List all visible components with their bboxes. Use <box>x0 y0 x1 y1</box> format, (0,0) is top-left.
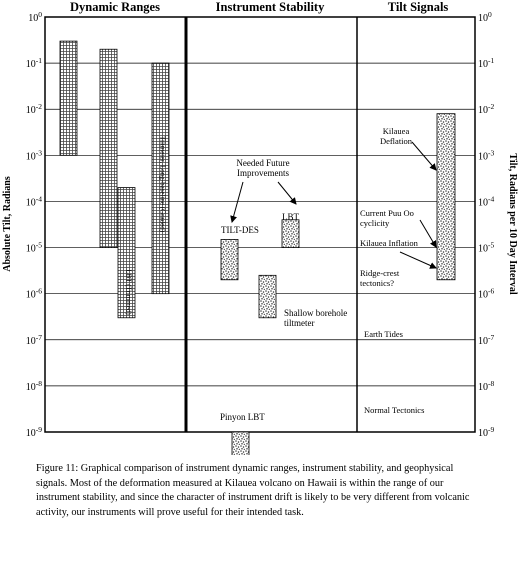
dynamic-range-bar-1 <box>60 41 77 155</box>
tick-label-right: $10^{-3}$ <box>478 148 495 163</box>
label-shallow-borehole-box <box>284 308 354 338</box>
ridge-crest-text: Ridge-crest tectonics? <box>360 268 400 288</box>
tick-label-left: $10^{-5}$ <box>25 240 42 255</box>
panel-title-instrument-stability: Instrument Stability <box>215 0 325 14</box>
stability-bar-pinyon-lbt <box>232 432 249 455</box>
tick-label-right: $10^{-2}$ <box>478 102 495 117</box>
tick-label-left: $10^{-8}$ <box>25 378 42 393</box>
tick-label-right: $10^{-9}$ <box>478 425 495 439</box>
tick-label-left: $10^0$ <box>28 10 42 24</box>
label-lbt: LBT <box>282 212 299 222</box>
tick-label-left: $10^{-7}$ <box>25 332 42 347</box>
dynamic-range-label-4: Tiltmeter, Long-baseline (Graded) <box>158 135 167 233</box>
stability-bar-tilt-des <box>221 239 238 279</box>
dynamic-range-bar-2 <box>100 49 117 247</box>
tick-label-left: $10^{-9}$ <box>25 425 42 439</box>
left-axis-label: Absolute Tilt, Radians <box>2 176 13 272</box>
stability-bar-shallow-borehole <box>259 275 276 317</box>
tick-label-left: $10^{-6}$ <box>25 286 42 301</box>
tick-label-left: $10^{-3}$ <box>25 148 42 163</box>
puu-oo-text: Current Puu Oo cyclicity <box>360 208 414 228</box>
right-axis-label: Tilt, Radians per 10 Day Interval <box>507 153 518 295</box>
kilauea-inflation-box <box>360 238 420 262</box>
tick-label-left: $10^{-4}$ <box>25 194 42 209</box>
tick-label-right: $10^{-4}$ <box>478 194 495 209</box>
tick-label-right: $10^{-6}$ <box>478 286 495 301</box>
kilauea-deflation-text: Kilauea Deflation <box>379 126 413 146</box>
tilt-signal-bar <box>437 114 455 280</box>
needed-improvements-arrow-left <box>232 182 243 222</box>
normal-tectonics-text: Normal Tectonics <box>364 405 425 415</box>
label-pinyon-lbt: Pinyon LBT <box>220 412 265 422</box>
panel-title-tilt-signals: Tilt Signals <box>387 0 449 14</box>
puu-oo-box <box>360 208 435 232</box>
stability-bar-lbt <box>282 220 299 248</box>
ridge-crest-box <box>360 268 430 292</box>
tick-label-right: $10^{-5}$ <box>478 240 495 255</box>
label-shallow-borehole: Shallow borehole tiltmeter <box>284 308 348 328</box>
tick-label-left: $10^{-1}$ <box>25 56 42 71</box>
kilauea-deflation-box <box>366 126 426 150</box>
tick-label-left: $10^{-2}$ <box>25 102 42 117</box>
label-tilt-des: TILT-DES <box>221 225 259 235</box>
needed-improvements-text: Needed Future Improvements <box>236 158 290 178</box>
needed-improvements-box <box>228 158 298 186</box>
earth-tides-text: Earth Tides <box>364 329 403 339</box>
kilauea-inflation-text: Kilauea Inflation <box>360 238 418 248</box>
tick-label-right: $10^{-7}$ <box>478 332 495 347</box>
tick-label-right: $10^{-1}$ <box>478 56 495 71</box>
panel-title-dynamic-ranges: Dynamic Ranges <box>70 0 160 14</box>
tick-label-right: $10^0$ <box>478 10 492 24</box>
figure-caption: Figure 11: Graphical comparison of instrument dynamic ranges, instrument stability, and geophysical signals. Most of the deformation measured at Kilauea volcano on Hawaii is within the range of our instrument stability, and since the character of instrument drift is likely to be very different from volcanic activity, our instruments will prove useful for their intended task. <box>36 463 470 518</box>
tick-label-right: $10^{-8}$ <box>478 378 495 393</box>
dynamic-range-label-3: LBT (Trimmed) <box>124 269 133 315</box>
